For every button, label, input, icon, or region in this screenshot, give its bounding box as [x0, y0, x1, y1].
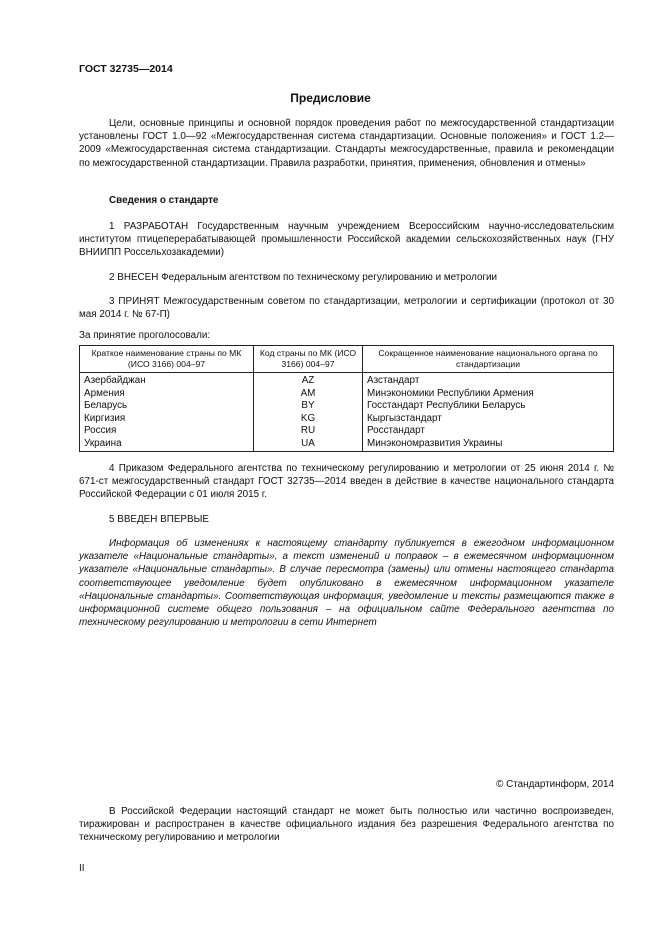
paragraph-4: 4 Приказом Федерального агентства по техническому регулированию и метрологии от 25 июня 2014 г. № 671-ст межгосударственный стандарт ГОСТ 32735—2014 введен в действие в качестве национального стандарта Российской Федерации с 01 июля 2015 г.	[79, 463, 614, 501]
rights-paragraph: В Российской Федерации настоящий стандарт не может быть полностью или частично воспроизведен, тиражирован и распространен в качестве официального издания без разрешения Федерального агентства по техническому регулированию и метрологии	[79, 806, 614, 844]
cell-body: Минэкономики Республики Армения	[363, 388, 614, 401]
section-subtitle: Сведения о стандарте	[109, 195, 219, 206]
cell-body: Кыргызстандарт	[363, 413, 614, 426]
cell-code: KG	[254, 413, 363, 426]
col-header-code: Код страны по МК (ИСО 3166) 004–97	[254, 346, 363, 373]
paragraph-1: 1 РАЗРАБОТАН Государственным научным учреждением Всероссийским научно-исследовательским институтом птицеперерабатывающей промышленности Российской академии сельскохозяйственных наук (ГНУ ВНИИПП Россельхозакадемии)	[79, 221, 614, 259]
col-header-country: Краткое наименование страны по МК (ИСО 3166) 004–97	[80, 346, 254, 373]
cell-code: AM	[254, 388, 363, 401]
cell-code: BY	[254, 400, 363, 413]
members-table	[79, 345, 614, 452]
cell-country: Беларусь	[80, 400, 254, 413]
table-row	[80, 413, 614, 426]
cell-country: Киргизия	[80, 413, 254, 426]
cell-country: Армения	[80, 388, 254, 401]
table-row	[80, 400, 614, 413]
cell-code: UA	[254, 438, 363, 451]
copyright-line: © Стандартинформ, 2014	[496, 779, 614, 790]
page-number: II	[79, 863, 85, 874]
cell-country: Украина	[80, 438, 254, 451]
cell-country: Азербайджан	[80, 373, 254, 388]
cell-code: RU	[254, 425, 363, 438]
col-header-body: Сокращенное наименование национального органа по стандартизации	[363, 346, 614, 373]
cell-body: Азстандарт	[363, 373, 614, 388]
info-paragraph: Информация об изменениях к настоящему стандарту публикуется в ежегодном информационном указателе «Национальные стандарты», а текст изменений и поправок – в ежемесячном информационном указателе «Национальные стандарты». В случае пересмотра (замены) или отмены настоящего стандарта соответствующее уведомление будет опубликовано в ежемесячном информационном указателе «Национальные стандарты». Соответствующая информация, уведомление и тексты размещаются также в информационной системе общего пользования – на официальном сайте Федерального агентства по техническому регулированию и метрологии в сети Интернет	[79, 538, 614, 629]
cell-body: Госстандарт Республики Беларусь	[363, 400, 614, 413]
table-header-row	[80, 346, 614, 373]
intro-paragraph: Цели, основные принципы и основной порядок проведения работ по межгосударственной стандартизации установлены ГОСТ 1.0—92 «Межгосударственная система стандартизации. Основные положения» и ГОСТ 1.2—2009 «Межгосударственная система стандартизации. Стандарты межгосударственные, правила и рекомендации по межгосударственной стандартизации. Правила разработки, принятия, применения, обновления и отмены»	[79, 118, 614, 169]
cell-code: AZ	[254, 373, 363, 388]
cell-body: Росстандарт	[363, 425, 614, 438]
table-row	[80, 388, 614, 401]
vote-label: За принятие проголосовали:	[79, 330, 211, 341]
table-row	[80, 373, 614, 388]
table-row	[80, 425, 614, 438]
page-title: Предисловие	[290, 91, 371, 105]
table-row	[80, 438, 614, 451]
paragraph-5: 5 ВВЕДЕН ВПЕРВЫЕ	[109, 514, 209, 525]
paragraph-2: 2 ВНЕСЕН Федеральным агентством по техническому регулированию и метрологии	[109, 272, 498, 283]
doc-header: ГОСТ 32735—2014	[79, 63, 173, 75]
cell-country: Россия	[80, 425, 254, 438]
cell-body: Минэкономразвития Украины	[363, 438, 614, 451]
paragraph-3: 3 ПРИНЯТ Межгосударственным советом по стандартизации, метрологии и сертификации (протокол от 30 мая 2014 г. № 67-П)	[79, 296, 614, 321]
